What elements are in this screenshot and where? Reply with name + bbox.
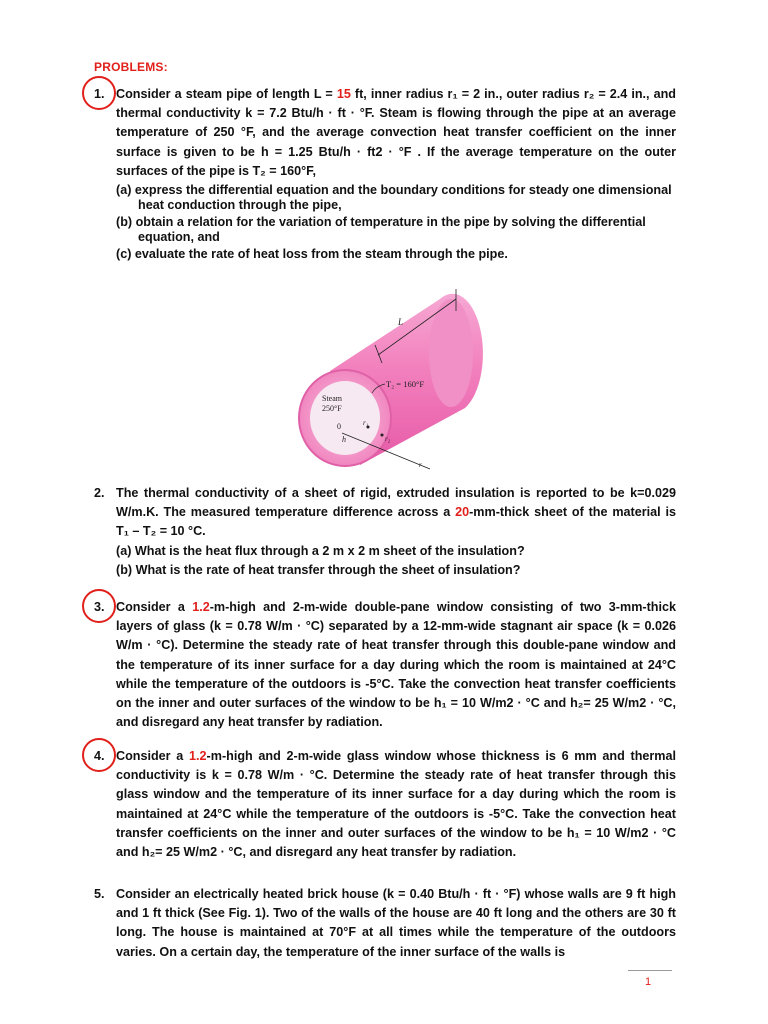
highlight-thickness: 20 bbox=[455, 505, 470, 520]
problem-number: 3. bbox=[94, 598, 105, 617]
length-label: L bbox=[398, 317, 404, 327]
highlight-height: 1.2 bbox=[189, 749, 207, 763]
r-label: r bbox=[419, 461, 422, 469]
problem-5 bbox=[94, 885, 676, 962]
red-circle-mark bbox=[82, 589, 116, 623]
sub-question-b: (b) obtain a relation for the variation of temperature in the pipe by solving the differential equation, and bbox=[116, 215, 646, 245]
pipe-figure bbox=[290, 283, 490, 473]
question-a: (a) What is the heat flux through a 2 m x 2 m sheet of the insulation? bbox=[116, 543, 525, 558]
footer-divider bbox=[628, 970, 672, 971]
problem-text: The thermal conductivity of a sheet of rigid, extruded insulation is reported to be k=0.029 W/m.K. The measured temperature difference across a 20-mm-thick sheet of the material is T₁ – T₂ = 10 °C. bbox=[116, 486, 677, 539]
pipe-illustration bbox=[290, 283, 490, 473]
problem-number: 5. bbox=[94, 887, 105, 901]
problem-number: 1. bbox=[94, 85, 105, 104]
problem-text: Consider a 1.2-m-high and 2-m-wide glass window whose thickness is 6 mm and thermal conductivity is k = 0.78 W/m · °C. Determine the steady rate of heat transfer through this glass window and the temperature of its inner surface for a day during which the room is maintained at 24°C while the temperature of the outdoors is -5°C. Take the convection heat transfer coefficients on the inner and outer surfaces of the window to be h₁ = 10 W/m2 · °C and h₂= 25 W/m2 · °C, and disregard any heat transfer by radiation. bbox=[116, 749, 676, 860]
origin-label: 0 bbox=[337, 422, 341, 431]
problem-text: Consider an electrically heated brick house (k = 0.40 Btu/h · ft · °F) whose walls are 9 ft high and 1 ft thick (See Fig. 1). Two of the walls of the house are 40 ft long and the others are 30 ft long. The house is maintained at 70°F at all times while the temperature of the outdoors varies. On a certain day, the temperature of the inner surface of the walls is bbox=[116, 887, 676, 959]
red-circle-mark bbox=[82, 738, 116, 772]
problem-1 bbox=[94, 85, 676, 264]
steam-label: Steam bbox=[322, 394, 342, 403]
sub-questions bbox=[116, 183, 676, 262]
steam-temp-label: 250°F bbox=[322, 404, 342, 413]
h-label: h bbox=[342, 435, 346, 444]
problem-text: Consider a 1.2-m-high and 2-m-wide double-pane window consisting of two 3-mm-thick layers of glass (k = 0.78 W/m · °C) separated by a 12-mm-wide stagnant air space (k = 0.026 W/m · °C). Determine the steady rate of heat transfer through this double-pane window and the temperature of its inner surface for a day during which the room is maintained at 24°C while the temperature of the outdoors is -5°C. Take the convection heat transfer coefficients on the inner and outer surfaces of the window to be h₁ = 10 W/m2 · °C and h₂= 25 W/m2 · °C, and disregard any heat transfer by radiation. bbox=[116, 600, 676, 730]
question-b: (b) What is the rate of heat transfer through the sheet of insulation? bbox=[116, 562, 521, 577]
problem-number: 2. bbox=[94, 486, 105, 500]
problem-4 bbox=[94, 747, 676, 862]
highlight-length: 15 bbox=[336, 87, 351, 101]
sub-question-c: (c) evaluate the rate of heat loss from the steam through the pipe. bbox=[116, 247, 508, 262]
r2-label: r₂ bbox=[385, 435, 391, 443]
red-circle-mark bbox=[82, 76, 116, 110]
problem-2 bbox=[94, 484, 676, 580]
problem-number: 4. bbox=[94, 747, 105, 766]
problem-3 bbox=[94, 598, 676, 732]
problem-text: Consider a steam pipe of length L = 15 ft, inner radius r₁ = 2 in., outer radius r₂ = 2.4 in., and thermal conductivity k = 7.2 Btu/h · ft · °F. Steam is flowing through the pipe at an average temperature of 250 °F, and the average convection heat transfer coefficient on the inner surface is given to be h = 1.25 Btu/h · ft2 · °F . If the average temperature on the outer surfaces of the pipe is T₂ = 160°F, bbox=[116, 87, 676, 178]
pipe-far-end bbox=[429, 299, 473, 407]
r1-label: r₁ bbox=[363, 419, 369, 427]
sub-question-a: (a) express the differential equation and the boundary conditions for steady one dimensional heat conduction through the pipe, bbox=[116, 183, 672, 213]
page-number: 1 bbox=[645, 976, 652, 988]
highlight-height: 1.2 bbox=[192, 600, 210, 614]
t2-label: T₂ = 160°F bbox=[386, 379, 425, 389]
problems-heading: PROBLEMS: bbox=[94, 60, 168, 74]
